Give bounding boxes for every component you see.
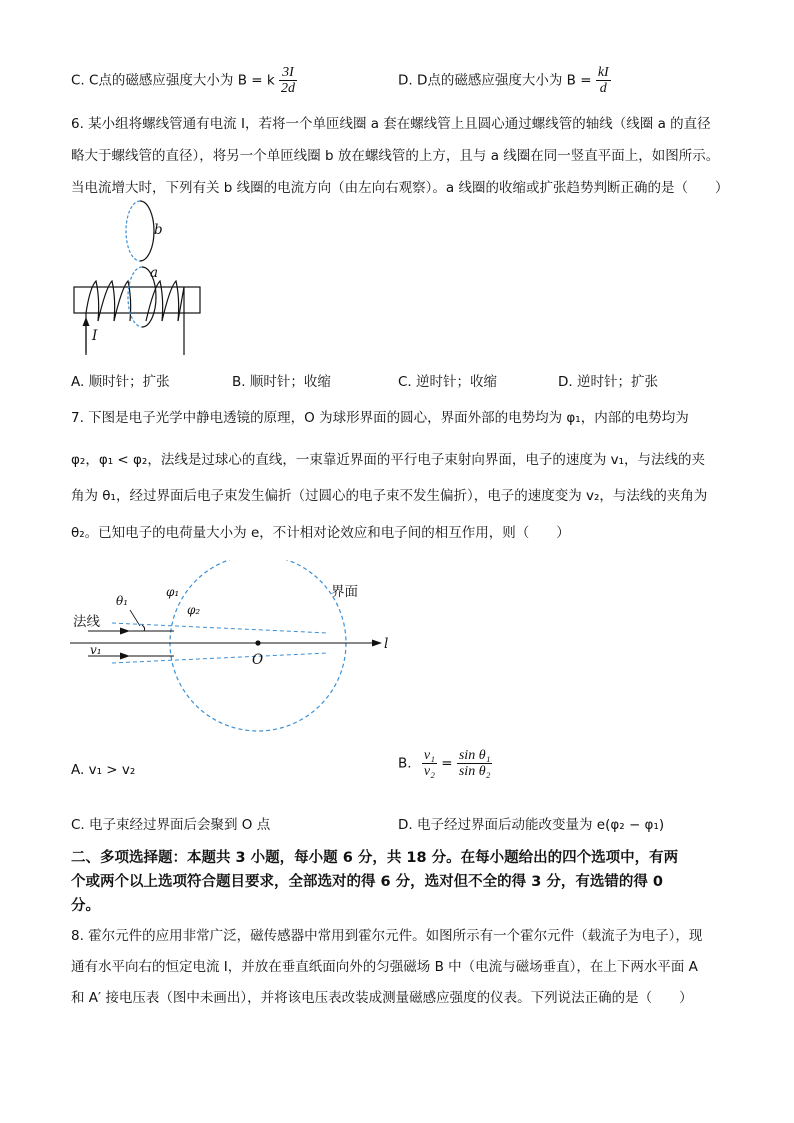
label-phi1: φ₁ bbox=[166, 585, 180, 599]
label-i: I bbox=[92, 328, 98, 344]
q7-lens-figure bbox=[70, 560, 410, 740]
q6-option-d: D. 逆时针；扩张 bbox=[558, 374, 658, 390]
solenoid-windings bbox=[86, 281, 184, 355]
label-theta1: θ₁ bbox=[116, 594, 129, 608]
label-phi2: φ₂ bbox=[187, 603, 201, 617]
section2-line-1: 二、多项选择题：本题共 3 小题，每小题 6 分，共 18 分。在每小题给出的四个选项中，有两 bbox=[71, 850, 679, 866]
q5-option-c: C. C点的磁感应强度大小为 B = k $\frac{3I}{2d}$ bbox=[71, 65, 295, 96]
q8-line-2: 通有水平向右的恒定电流 I，并放在垂直纸面向外的匀强磁场 B 中（电流与磁场垂直），在上下两水平面 A bbox=[71, 959, 698, 975]
q6-line-2: 略大于螺线管的直径），将另一个单匝线圈 b 放在螺线管的上方，且与 a 线圈在同一竖直平面上，如图所示。 bbox=[71, 148, 720, 164]
q7-line-4: θ₂。已知电子的电荷量大小为 e，不计相对论效应和电子间的相互作用，则（ ） bbox=[71, 525, 570, 541]
q6-option-c: C. 逆时针；收缩 bbox=[398, 374, 498, 390]
q5-option-d-fraction: $\frac{kI}{d}$ bbox=[597, 65, 609, 96]
q8-line-3: 和 A′ 接电压表（图中未画出），并将该电压表改装成测量磁感应强度的仪表。下列说法正确的是（ ） bbox=[71, 990, 693, 1006]
q7-option-b: B. $\frac{\text{v₁}}{\text{v₂}}$ = $\frac{\text{sin θ₁}}{\text{sin θ₂}}$ bbox=[398, 748, 491, 779]
q6-line-3: 当电流增大时，下列有关 b 线圈的电流方向（由左向右观察）。a 线圈的收缩或扩张趋势判断正确的是（ ） bbox=[71, 180, 729, 196]
current-arrow-icon bbox=[83, 317, 90, 326]
q6-line-1: 6. 某小组将螺线管通有电流 I，若将一个单匝线圈 a 套在螺线管上且圆心通过螺线管的轴线（线圈 a 的直径 bbox=[71, 116, 711, 132]
q5-option-d: D. D点的磁感应强度大小为 B = $\frac{kI}{d}$ bbox=[398, 65, 609, 96]
label-a: a bbox=[150, 265, 159, 281]
q7-option-d: D. 电子经过界面后动能改变量为 e(φ₂ − φ₁) bbox=[398, 817, 665, 833]
q7-option-b-left-fraction: $\frac{\text{v₁}}{\text{v₂}}$ bbox=[423, 748, 435, 779]
coil-b-back bbox=[126, 201, 140, 261]
q6-solenoid-figure bbox=[60, 195, 220, 365]
section2-line-2: 个或两个以上选项符合题目要求，全部选对的得 6 分，选对但不全的得 3 分，有选错的得 0 bbox=[71, 874, 664, 890]
q6-option-a: A. 顺时针；扩张 bbox=[71, 374, 170, 390]
coil-b-front bbox=[140, 201, 154, 261]
q7-option-a: A. v₁ > v₂ bbox=[71, 762, 136, 778]
q8-line-1: 8. 霍尔元件的应用非常广泛，磁传感器中常用到霍尔元件。如图所示有一个霍尔元件（载流子为电子），现 bbox=[71, 928, 703, 944]
axis-arrow-icon bbox=[372, 640, 382, 647]
label-l: l bbox=[384, 636, 389, 652]
label-interface: 界面 bbox=[331, 584, 358, 600]
label-v1: v₁ bbox=[90, 643, 102, 657]
label-normal: 法线 bbox=[73, 614, 100, 630]
label-b: b bbox=[154, 222, 163, 238]
q7-option-b-right-fraction: $\frac{\text{sin θ₁}}{\text{sin θ₂}}$ bbox=[458, 748, 491, 779]
label-o: O bbox=[252, 652, 264, 668]
q7-line-1: 7. 下图是电子光学中静电透镜的原理，O 为球形界面的圆心，界面外部的电势均为 φ₁，内部的电势均为 bbox=[71, 410, 689, 426]
q7-line-3: 角为 θ₁，经过界面后电子束发生偏折（过圆心的电子束不发生偏折），电子的速度变为 v₂，与法线的夹角为 bbox=[71, 488, 708, 504]
section2-line-3: 分。 bbox=[71, 898, 100, 914]
center-point bbox=[255, 640, 260, 645]
q7-option-c: C. 电子束经过界面后会聚到 O 点 bbox=[71, 817, 271, 833]
q7-line-2: φ₂，φ₁ < φ₂，法线是过球心的直线，一束靠近界面的平行电子束射向界面，电子的速度为 v₁，与法线的夹 bbox=[71, 452, 706, 468]
q6-option-b: B. 顺时针；收缩 bbox=[232, 374, 331, 390]
q5-option-c-fraction: $\frac{3I}{2d}$ bbox=[281, 65, 295, 96]
